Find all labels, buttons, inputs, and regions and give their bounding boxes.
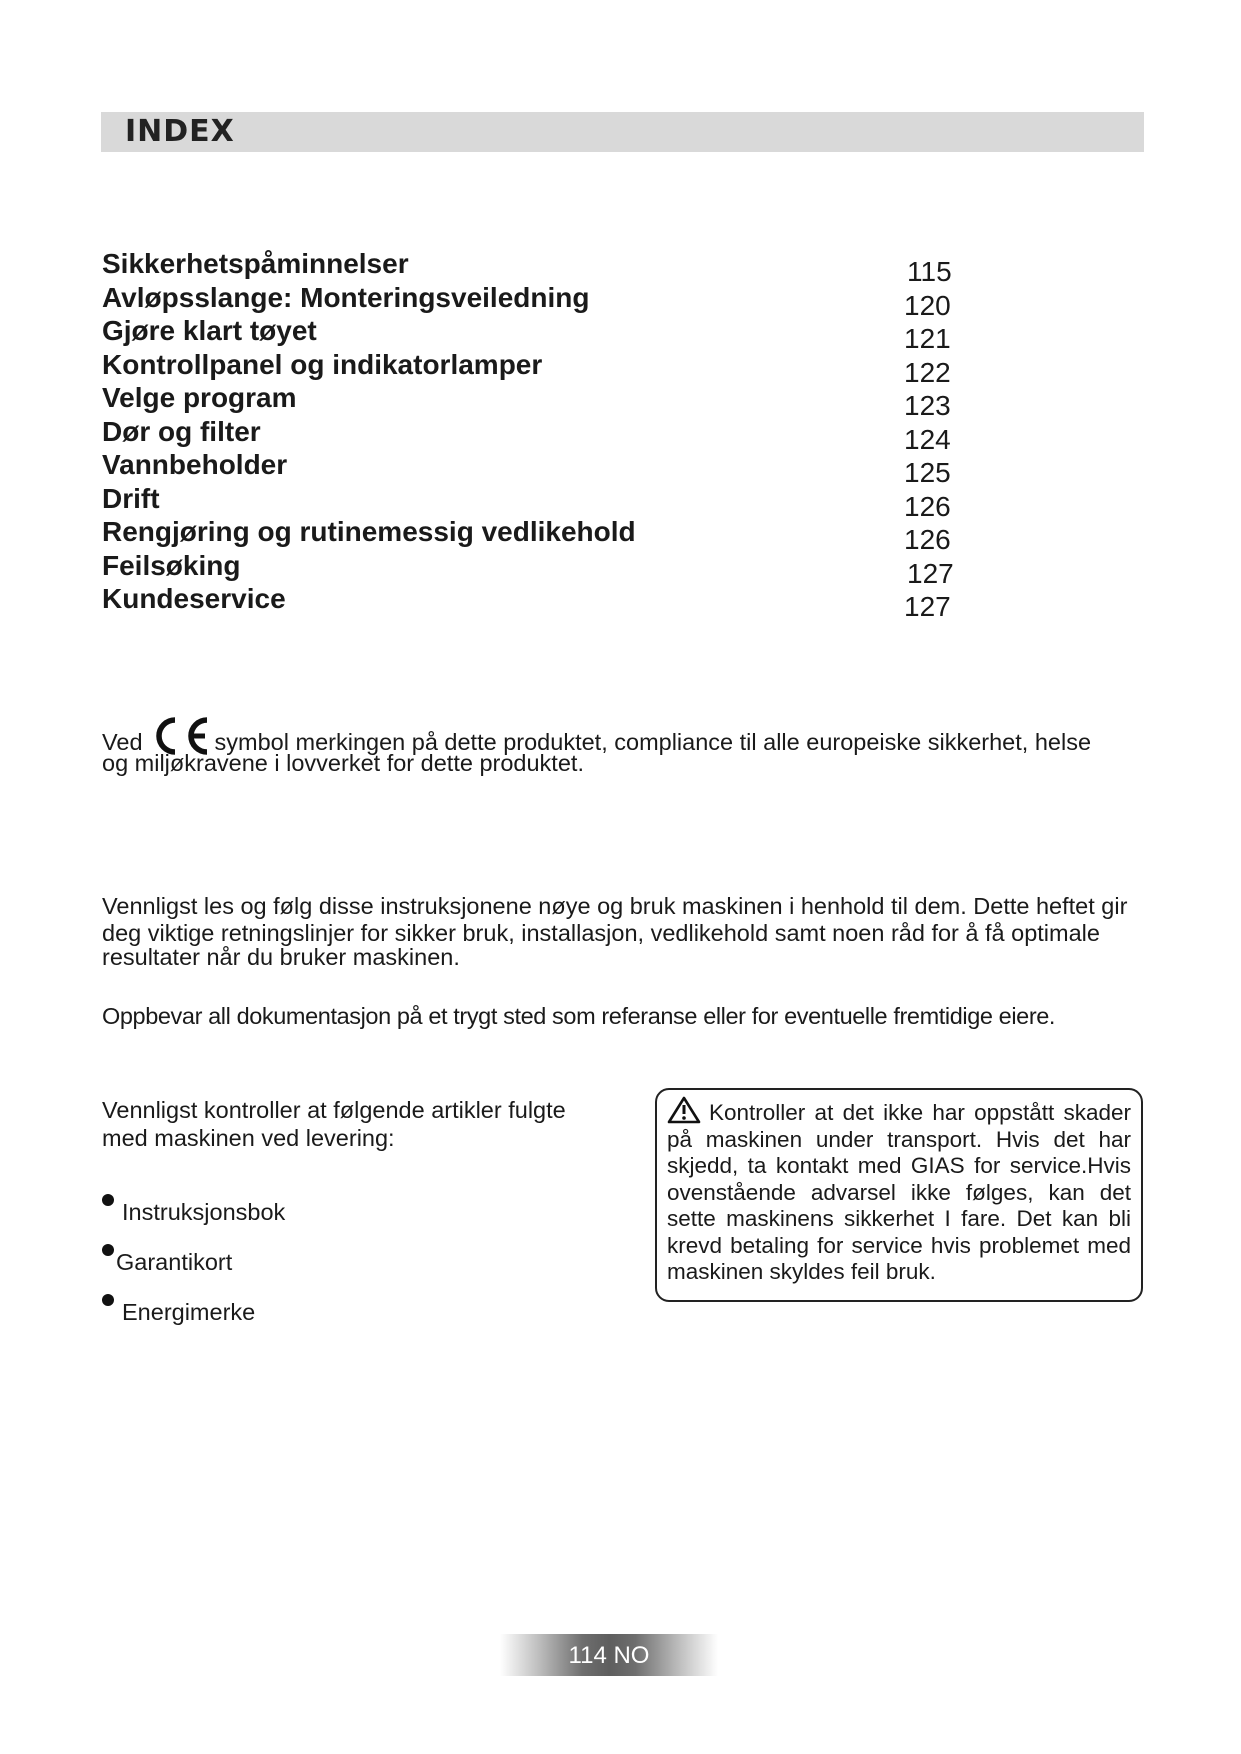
toc-title: Drift [102,482,160,514]
delivery-line: med maskinen ved levering: [102,1125,395,1151]
toc-row[interactable] [102,516,982,555]
toc-page: 115 [907,256,952,287]
keep-documents-note: Oppbevar all dokumentasjon på et trygt sted som referanse eller for eventuelle fremtidige eiere. [102,1003,1056,1029]
toc-page: 125 [904,457,951,488]
list-item-label: Garantikort [116,1249,233,1275]
toc-page: 123 [904,390,951,421]
toc-title: Feilsøking [102,549,241,581]
page-number: 114 NO [568,1642,650,1669]
delivery-check-text [102,1096,622,1152]
ce-compliance-note [102,716,1182,777]
toc-page: 127 [907,557,954,589]
toc-row[interactable] [102,583,982,622]
toc-title: Dør og filter [102,415,261,447]
toc-page: 126 [904,490,951,522]
toc-row[interactable] [102,482,982,522]
toc-row[interactable] [102,382,982,421]
toc-row[interactable] [102,449,982,488]
toc-title: Vannbeholder [102,449,288,480]
toc-page: 122 [904,356,951,388]
page-number-badge [500,1634,718,1676]
bullet-icon [102,1294,114,1306]
toc-row[interactable] [102,348,982,388]
toc-page: 127 [904,591,951,622]
toc-row[interactable] [102,281,982,321]
ce-note-prefix: Ved [102,729,143,755]
index-header-bar [101,112,1144,152]
toc-page: 124 [904,423,951,455]
warning-text: Kontroller at det ikke har oppstått skader på maskinen under transport. Hvis det har skjedd, ta kontakt med GIAS for service.Hvis ovenstående advarsel ikke følges, kan det sette maskinens sikkerhet I fare. Det kan bli krevd betaling for service hvis problemet med maskinen skyldes feil bruk. [667,1100,1131,1284]
toc-title: Velge program [102,382,297,413]
toc-page: 126 [904,524,951,555]
delivery-line: Vennligst kontroller at følgende artikler fulgte [102,1097,566,1123]
toc-row[interactable] [102,549,982,589]
toc-row[interactable] [102,248,982,287]
toc-title: Avløpsslange: Monteringsveiledning [102,281,590,313]
index-title: INDEX [125,114,235,149]
toc-page: 121 [904,323,951,354]
intro-line: resultater når du bruker maskinen. [102,944,460,970]
intro-paragraph [102,893,1182,971]
intro-line: deg viktige retningslinjer for sikker bruk, installasjon, vedlikehold samt noen råd for å få optimale [102,920,1100,946]
ce-note-text: symbol merkingen på dette produktet, compliance til alle europeiske sikkerhet, helse [214,729,1092,755]
toc-title: Rengjøring og rutinemessig vedlikehold [102,516,636,547]
toc-title: Kontrollpanel og indikatorlamper [102,348,543,380]
list-item-label: Energimerke [122,1299,256,1325]
table-of-contents [102,248,982,622]
ce-note-line2: og miljøkravene i lovverket for dette produktet. [102,750,584,776]
warning-triangle-icon [667,1096,701,1124]
toc-page: 120 [904,289,951,321]
list-item-label: Instruksjonsbok [122,1199,286,1225]
toc-title: Gjøre klart tøyet [102,315,317,346]
bullet-icon [102,1244,114,1256]
toc-row[interactable] [102,415,982,455]
intro-line: Vennligst les og følg disse instruksjonene nøye og bruk maskinen i henhold til dem. Dette heftet gir [102,893,1128,919]
toc-title: Kundeservice [102,583,286,614]
bullet-icon [102,1194,114,1206]
toc-row[interactable] [102,315,982,354]
toc-title: Sikkerhetspåminnelser [102,248,409,279]
transport-warning-box [655,1088,1143,1302]
